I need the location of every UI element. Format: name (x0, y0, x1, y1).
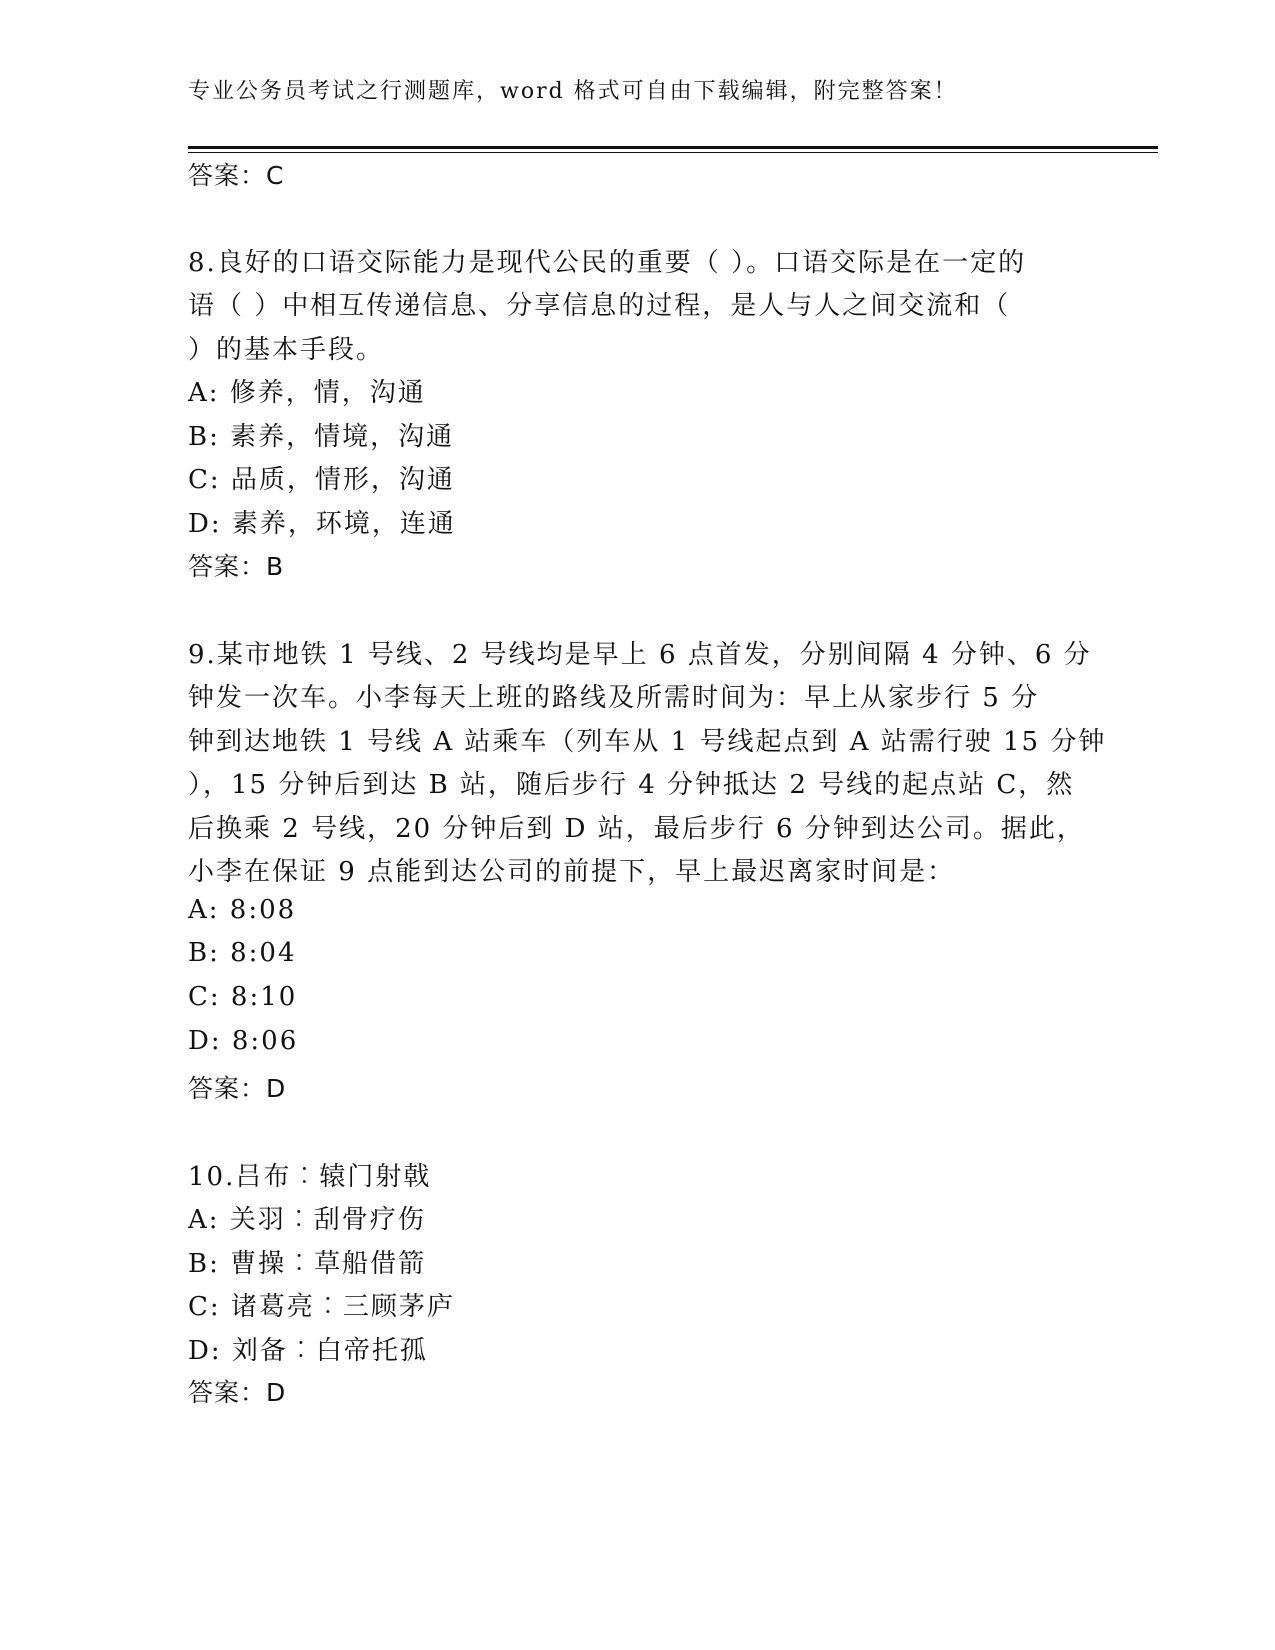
option-c: C: 诸葛亮︰三顾茅庐 (188, 1292, 455, 1322)
option-c: C: 8:10 (188, 982, 298, 1012)
question-stem-line: ）的基本手段。 (188, 335, 385, 365)
question-stem-line: ），15 分钟后到达 B 站，随后步行 4 分钟抵达 2 号线的起点站 C，然 (188, 770, 1075, 800)
question-stem-line: 10.吕布︰辕门射戟 (188, 1162, 432, 1192)
option-d: D: 刘备︰白帝托孤 (188, 1336, 428, 1366)
previous-answer: 答案：C (188, 161, 285, 190)
question-stem-line: 语（ ）中相互传递信息、分享信息的过程，是人与人之间交流和（ (188, 291, 1011, 321)
question-stem-line: 钟发一次车。小李每天上班的路线及所需时间为：早上从家步行 5 分 (188, 683, 1040, 713)
question-stem-line: 小李在保证 9 点能到达公司的前提下，早上最迟离家时间是： (188, 857, 956, 887)
question-stem-line: 后换乘 2 号线，20 分钟后到 D 站，最后步行 6 分钟到达公司。据此， (188, 814, 1085, 844)
option-d: D: 8:06 (188, 1026, 299, 1056)
question-stem-line: 9.某市地铁 1 号线、2 号线均是早上 6 点首发，分别间隔 4 分钟、6 分 (188, 640, 1092, 670)
option-a: A: 关羽︰刮骨疗伤 (188, 1205, 426, 1235)
option-a: A: 8:08 (188, 895, 297, 925)
option-b: B: 素养，情境，沟通 (188, 422, 455, 452)
option-a: A: 修养，情，沟通 (188, 378, 426, 408)
option-c: C: 品质，情形，沟通 (188, 465, 455, 495)
question-stem-line: 8.良好的口语交际能力是现代公民的重要（ ）。口语交际是在一定的 (188, 248, 1027, 278)
option-b: B: 曹操︰草船借箭 (188, 1249, 427, 1279)
question-stem-line: 钟到达地铁 1 号线 A 站乘车（列车从 1 号线起点到 A 站需行驶 15 分钟 (188, 727, 1107, 757)
answer: 答案：D (188, 1378, 287, 1407)
option-d: D: 素养，环境，连通 (188, 509, 456, 539)
page-header: 专业公务员考试之行测题库，word 格式可自由下载编辑，附完整答案！ (188, 79, 958, 104)
answer: 答案：B (188, 552, 285, 581)
answer: 答案：D (188, 1074, 287, 1103)
header-rule-thick (188, 146, 1158, 149)
option-b: B: 8:04 (188, 938, 297, 968)
header-rule-thin (188, 152, 1158, 153)
